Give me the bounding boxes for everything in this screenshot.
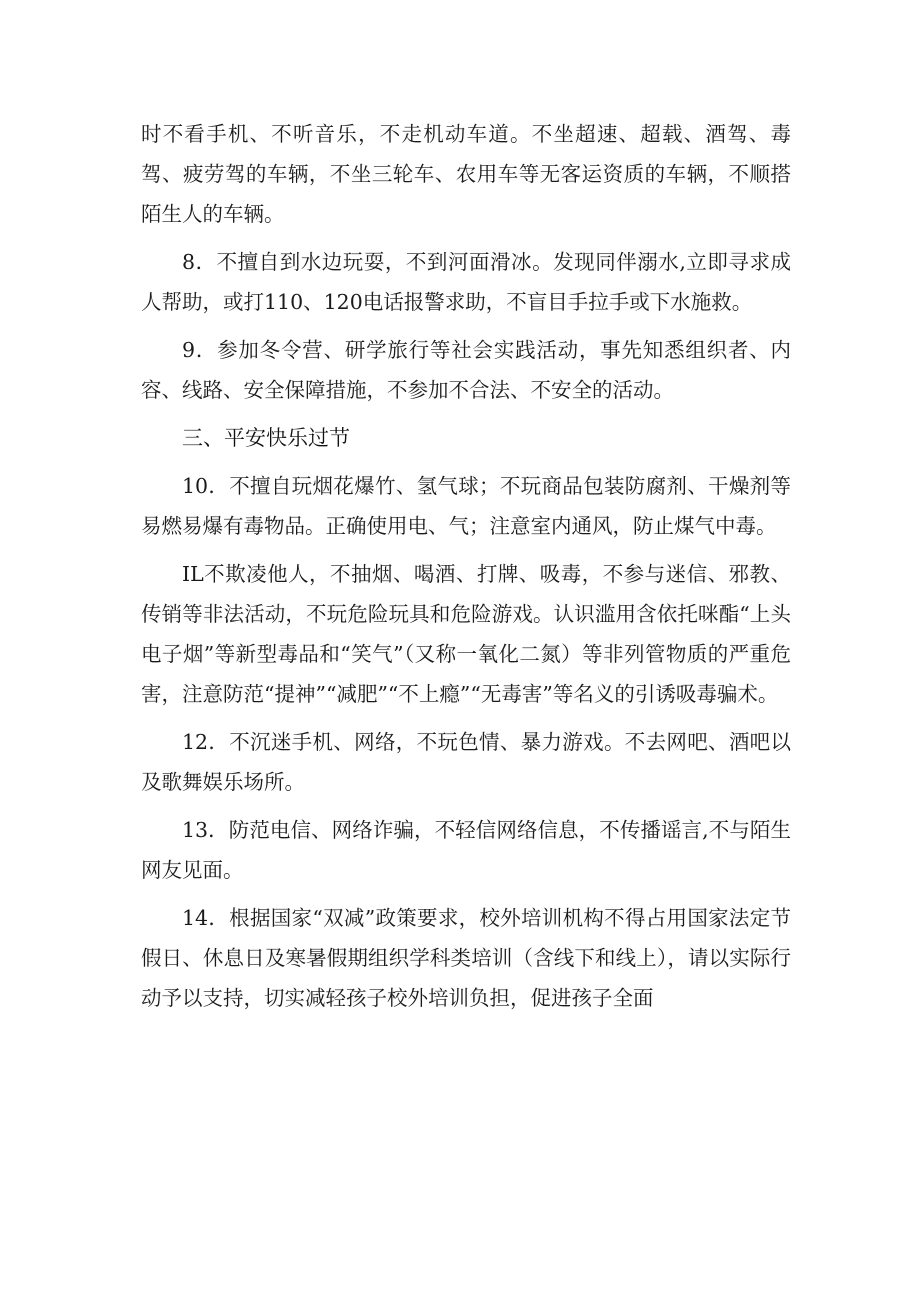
- paragraph-item-11: IL不欺凌他人，不抽烟、喝酒、打牌、吸毒，不参与迷信、邪教、传销等非法活动，不玩危险玩具和危险游戏。认识滥用含依托咪酯“上头电子烟”等新型毒品和“笑气”（又称一氧化二氮）等非列管物质的严重危害，注意防范“提神”“减肥”“不上瘾”“无毒害”等名义的引诱吸毒骗术。: [141, 562, 791, 706]
- paragraph-continuation: 时不看手机、不听音乐，不走机动车道。不坐超速、超载、酒驾、毒驾、疲劳驾的车辆，不坐三轮车、农用车等无客运资质的车辆，不顺搭陌生人的车辆。: [141, 122, 791, 226]
- paragraph-item-8: 8．不擅自到水边玩耍，不到河面滑冰。发现同伴溺水,立即寻求成人帮助，或打110、120电话报警求助，不盲目手拉手或下水施救。: [141, 250, 791, 314]
- paragraph-item-14: 14．根据国家“双减”政策要求，校外培训机构不得占用国家法定节假日、休息日及寒暑假期组织学科类培训（含线下和线上），请以实际行动予以支持，切实减轻孩子校外培训负担，促进孩子全面: [141, 906, 791, 1010]
- paragraph-item-9: 9．参加冬令营、研学旅行等社会实践活动，事先知悉组织者、内容、线路、安全保障措施，不参加不合法、不安全的活动。: [141, 338, 791, 402]
- paragraph-item-10: 10．不擅自玩烟花爆竹、氢气球；不玩商品包装防腐剂、干燥剂等易燃易爆有毒物品。正确使用电、气；注意室内通风，防止煤气中毒。: [141, 474, 791, 538]
- section-heading: 三、平安快乐过节: [182, 426, 350, 450]
- paragraph-item-12: 12．不沉迷手机、网络，不玩色情、暴力游戏。不去网吧、酒吧以及歌舞娱乐场所。: [141, 730, 791, 794]
- document-body: [141, 114, 791, 1026]
- paragraph-item-13: 13．防范电信、网络诈骗，不轻信网络信息，不传播谣言,不与陌生网友见面。: [141, 818, 791, 882]
